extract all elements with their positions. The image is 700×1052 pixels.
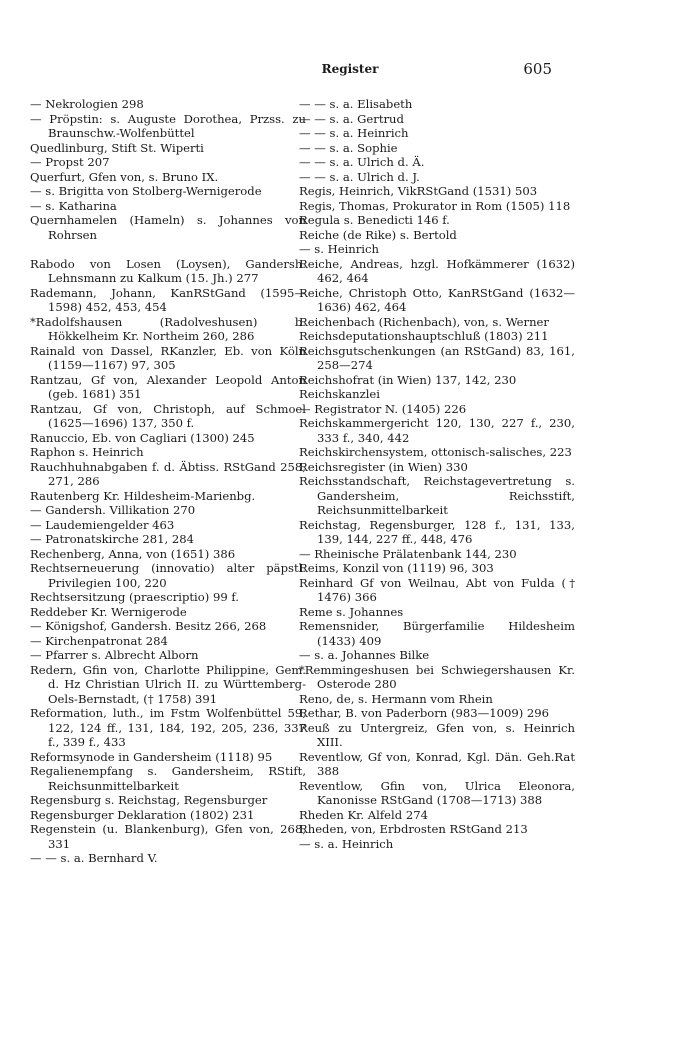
index-entry: Reichskirchensystem, ottonisch-salisches, 223 (299, 445, 572, 459)
index-entry: Regensburger Deklaration (1802) 231 (30, 807, 255, 822)
index-entry: — — s. a. Sophie (299, 140, 398, 155)
index-entry: — Pröpstin: s. Auguste Dorothea, Przss. zu Braunschw.-Wolfenbüttel (30, 111, 306, 140)
index-entry: Querfurt, Gfen von, s. Bruno IX. (30, 169, 219, 184)
index-entry: — s. a. Johannes Bilke (299, 648, 430, 662)
index-entry: Rainald von Dassel, RKanzler, Eb. von Köln (1159—1167) 97, 305 (30, 343, 306, 372)
index-entry: Reiche, Christoph Otto, KanRStGand (1632—1636) 462, 464 (299, 285, 575, 314)
index-entry: — Pfarrer s. Albrecht Alborn (30, 648, 199, 662)
index-entry: Reims, Konzil von (1119) 96, 303 (299, 561, 494, 575)
index-entry: Regalienempfang s. Gandersheim, RStift, Reichsunmittelbarkeit (30, 764, 306, 793)
index-entry: — — s. a. Gertrud (299, 111, 404, 126)
index-entry: — Laudemiengelder 463 (30, 517, 175, 532)
index-entry: Rheden Kr. Alfeld 274 (299, 807, 428, 822)
index-entry: Rabodo von Losen (Loysen), Gandersh. Lehnsmann zu Kalkum (15. Jh.) 277 (30, 256, 306, 285)
index-entry: — Kirchenpatronat 284 (30, 633, 168, 648)
running-head (0, 60, 700, 80)
index-entry: Rantzau, Gf von, Alexander Leopold Anton (geb. 1681) 351 (30, 372, 306, 401)
index-entry: Regula s. Benedicti 146 f. (299, 213, 450, 227)
running-title: Register (321, 62, 379, 76)
index-entry: Reiche (de Rike) s. Bertold (299, 227, 457, 242)
index-entry: — — s. a. Bernhard V. (30, 851, 158, 865)
index-entry: Regensburg s. Reichstag, Regensburger (30, 793, 268, 807)
index-entry: Reformation, luth., im Fstm Wolfenbüttel 59, 122, 124 ff., 131, 184, 192, 205, 236, 337 f., 339 f., 433 (30, 706, 306, 749)
index-entry: Reichskammergericht 120, 130, 227 f., 230, 333 f., 340, 442 (299, 416, 575, 445)
index-entry: — Registrator N. (1405) 226 (299, 401, 467, 416)
right-column (299, 97, 575, 851)
index-entry: Reichshofrat (in Wien) 137, 142, 230 (299, 372, 517, 387)
index-entry: Reichsregister (in Wien) 330 (299, 459, 468, 474)
index-entry: — Königshof, Gandersh. Besitz 266, 268 (30, 619, 267, 633)
index-entry: Reichsdeputationshauptschluß (1803) 211 (299, 329, 549, 343)
index-entry: Quernhamelen (Hameln) s. Johannes von Rohrsen (30, 213, 306, 242)
index-entry: *Remmingeshusen bei Schwiegershausen Kr. Osterode 280 (299, 662, 575, 691)
index-entry: — Patronatskirche 281, 284 (30, 532, 195, 546)
index-entry: Rethar, B. von Paderborn (983—1009) 296 (299, 706, 550, 720)
index-entry: Reichsstandschaft, Reichstagevertretung s. Gandersheim, Reichsstift, Reichsunmittelbarkeit (299, 474, 575, 517)
index-entry: — — s. a. Ulrich d. Ä. (299, 155, 425, 169)
index-entry: — — s. a. Ulrich d. J. (299, 169, 420, 184)
index-entry: Rautenberg Kr. Hildesheim-Marienbg. (30, 488, 256, 503)
index-entry: Reno, de, s. Hermann vom Rhein (299, 691, 493, 706)
index-entry: Rechtsersitzung (praescriptio) 99 f. (30, 590, 239, 604)
index-entry: Reichsgutschenkungen (an RStGand) 83, 161, 258—274 (299, 343, 575, 372)
index-entry: Rheden, von, Erbdrosten RStGand 213 (299, 822, 528, 836)
index-entry: — Propst 207 (30, 155, 110, 169)
index-entry: Ranuccio, Eb. von Cagliari (1300) 245 (30, 430, 255, 445)
index-entry: Reichstag, Regensburger, 128 f., 131, 133, 139, 144, 227 ff., 448, 476 (299, 517, 575, 546)
index-entry: Rauchhuhnabgaben f. d. Äbtiss. RStGand 258, 271, 286 (30, 459, 306, 488)
index-entry: Regis, Heinrich, VikRStGand (1531) 503 (299, 184, 538, 198)
index-entry: Reme s. Johannes (299, 604, 404, 619)
index-entry: — Rheinische Prälatenbank 144, 230 (299, 546, 517, 561)
index-entry: Raphon s. Heinrich (30, 445, 144, 459)
index-entry: Reddeber Kr. Wernigerode (30, 604, 187, 619)
index-entry: — — s. a. Heinrich (299, 126, 409, 140)
index-entry: Reventlow, Gf von, Konrad, Kgl. Dän. Geh.Rat 388 (299, 749, 575, 778)
index-entry: — Gandersh. Villikation 270 (30, 503, 196, 517)
index-entry: — — s. a. Elisabeth (299, 97, 413, 111)
index-entry: Regenstein (u. Blankenburg), Gfen von, 268, 331 (30, 822, 306, 851)
index-entry: Rademann, Johann, KanRStGand (1595—1598) 452, 453, 454 (30, 285, 306, 314)
index-entry: Reformsynode in Gandersheim (1118) 95 (30, 749, 273, 764)
index-entry: Rechtserneuerung (innovatio) alter päpstl. Privilegien 100, 220 (30, 561, 306, 590)
index-entry: — s. a. Heinrich (299, 836, 394, 851)
left-column (30, 97, 306, 866)
index-entry: Redern, Gfin von, Charlotte Philippine, Gem. d. Hz Christian Ulrich II. zu Württemberg-Oels-Bernstadt, († 1758) 391 (30, 662, 306, 706)
index-entry: Rantzau, Gf von, Christoph, auf Schmoel (1625—1696) 137, 350 f. (30, 401, 306, 430)
index-entry: Regis, Thomas, Prokurator in Rom (1505) 118 (299, 198, 571, 213)
index-entry: Reventlow, Gfin von, Ulrica Eleonora, Kanonisse RStGand (1708—1713) 388 (299, 778, 575, 807)
page-number: 605 (523, 60, 552, 78)
index-entry: — Nekrologien 298 (30, 97, 144, 111)
index-entry: Reiche, Andreas, hzgl. Hofkämmerer (1632) 462, 464 (299, 256, 575, 285)
index-entry: — s. Heinrich (299, 242, 379, 256)
index-entry: — s. Brigitta von Stolberg-Wernigerode (30, 184, 262, 198)
index-entry: Reinhard Gf von Weilnau, Abt von Fulda († 1476) 366 (299, 575, 575, 604)
index-entry: Rechenberg, Anna, von (1651) 386 (30, 546, 236, 561)
index-entry: *Radolfshausen (Radolveshusen) b. Hökkelheim Kr. Northeim 260, 286 (30, 314, 306, 343)
index-entry: Quedlinburg, Stift St. Wiperti (30, 140, 204, 155)
index-entry: Reichskanzlei (299, 387, 380, 401)
index-entry: Reichenbach (Richenbach), von, s. Werner (299, 314, 549, 329)
index-entry: Reuß zu Untergreiz, Gfen von, s. Heinrich XIII. (299, 720, 575, 749)
index-entry: Remensnider, Bürgerfamilie Hildesheim (1433) 409 (299, 619, 575, 648)
index-entry: — s. Katharina (30, 198, 117, 213)
